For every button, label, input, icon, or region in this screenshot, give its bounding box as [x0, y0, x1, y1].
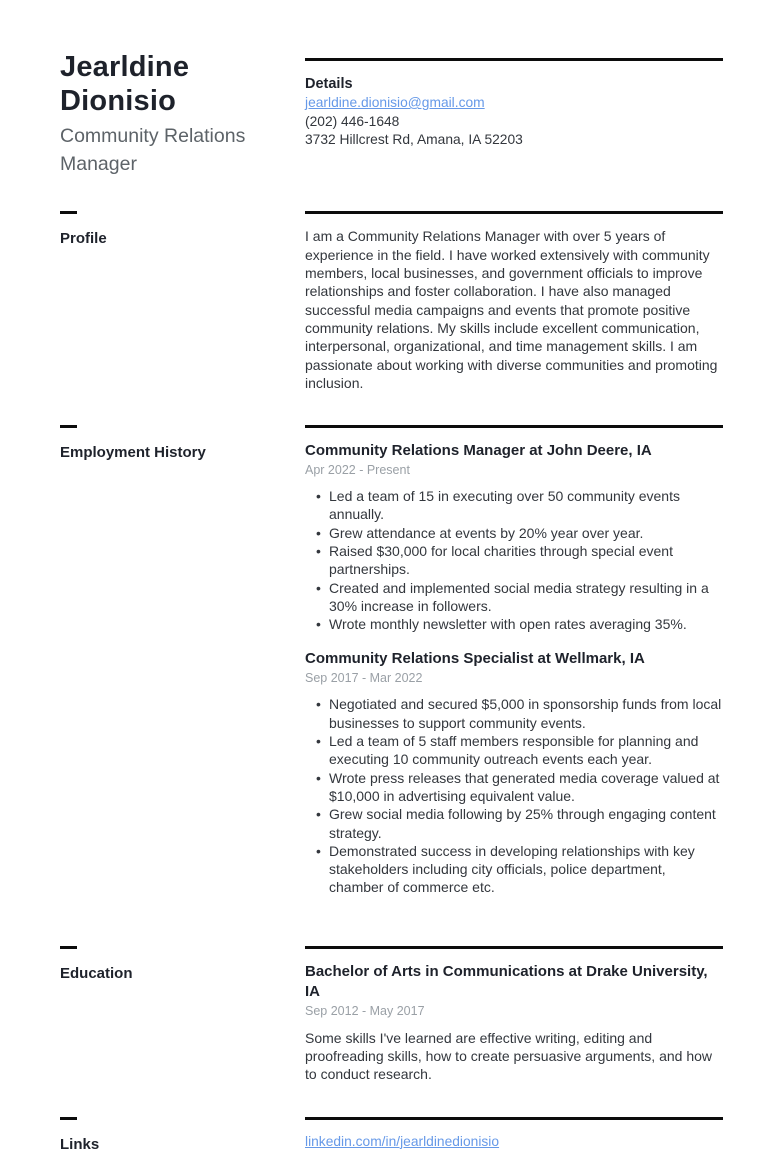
profile-text: I am a Community Relations Manager with over 5 years of experience in the field. I have worked extensively with community members, local businesses, and government officials to improve relationships and foster collaboration. I have also managed successful media campaigns and events that promote positive community relations. My skills include excellent communication, interpersonal, organizational, and time management skills. I am passionate about working with diverse communities and promoting inclusion.: [305, 228, 718, 391]
links-content: [305, 1117, 723, 1152]
bullet-item: • Raised $30,000 for local charities through special event partnerships.: [305, 542, 723, 579]
details-section: [305, 58, 723, 150]
bullet-item: • Wrote monthly newsletter with open rates averaging 35%.: [305, 615, 723, 633]
education-divider: [305, 946, 723, 949]
employment-dash: [60, 425, 77, 428]
education-section: [60, 946, 723, 1084]
header: [60, 50, 723, 178]
email-row: [305, 94, 723, 113]
bullet-item: • Wrote press releases that generated media coverage valued at $10,000 in advertising equivalent value.: [305, 769, 723, 806]
education-text: Some skills I've learned are effective writing, editing and proofreading skills, how to create persuasive arguments, and how to conduct research.: [305, 1029, 712, 1083]
employment-label: Employment History: [60, 444, 206, 462]
job-entry: [305, 649, 723, 896]
linkedin-link[interactable]: linkedin.com/in/jearldinedionisio: [305, 1133, 500, 1149]
phone-number: (202) 446-1648: [305, 113, 400, 129]
job-dates-1: Apr 2022 - Present: [305, 463, 410, 478]
header-left: [60, 50, 305, 178]
profile-section: [60, 211, 723, 392]
bullet-item: • Led a team of 5 staff members responsible for planning and executing 10 community outreach events each year.: [305, 732, 723, 769]
job-title-2: Community Relations Specialist at Wellmark, IA: [305, 650, 645, 668]
address: 3732 Hillcrest Rd, Amana, IA 52203: [305, 132, 523, 147]
job-title-1: Community Relations Manager at John Deere, IA: [305, 442, 652, 460]
employment-label-column: [60, 425, 305, 463]
bullet-item: • Grew social media following by 25% through engaging content strategy.: [305, 805, 723, 842]
education-label: Education: [60, 964, 133, 982]
links-section: [60, 1117, 723, 1155]
profile-divider: [305, 211, 723, 214]
employment-divider: [305, 425, 723, 428]
details-divider: [305, 58, 723, 61]
job-bullets-2: [305, 695, 723, 896]
person-job-title: Community Relations Manager: [60, 125, 246, 176]
profile-dash: [60, 211, 77, 214]
employment-section: [60, 425, 723, 913]
education-degree: Bachelor of Arts in Communications at Drake University, IA: [305, 962, 708, 1000]
bullet-item: • Led a team of 15 in executing over 50 community events annually.: [305, 487, 723, 524]
bullet-item: • Negotiated and secured $5,000 in sponsorship funds from local businesses to support community events.: [305, 695, 723, 732]
links-divider: [305, 1117, 723, 1120]
bullet-item: • Grew attendance at events by 20% year over year.: [305, 524, 723, 542]
bullet-item: • Demonstrated success in developing relationships with key stakeholders including city officials, police department, chamber of commerce etc.: [305, 842, 723, 897]
profile-content: [305, 211, 723, 392]
email-link[interactable]: jearldine.dionisio@gmail.com: [305, 95, 485, 110]
profile-label: Profile: [60, 230, 107, 248]
education-dates: Sep 2012 - May 2017: [305, 1003, 425, 1018]
job-bullets-1: [305, 487, 723, 633]
education-content: [305, 946, 723, 1084]
education-label-column: [60, 946, 305, 984]
details-heading: Details: [305, 76, 353, 92]
links-label-column: [60, 1117, 305, 1155]
job-entry: [305, 441, 723, 633]
profile-label-column: [60, 211, 305, 249]
education-dash: [60, 946, 77, 949]
linkedin-row: [305, 1133, 723, 1152]
bullet-item: • Created and implemented social media strategy resulting in a 30% increase in followers.: [305, 579, 723, 616]
person-name: Jearldine Dionisio: [60, 51, 190, 118]
employment-content: [305, 425, 723, 913]
links-dash: [60, 1117, 77, 1120]
job-dates-2: Sep 2017 - Mar 2022: [305, 671, 423, 686]
links-label: Links: [60, 1135, 100, 1153]
